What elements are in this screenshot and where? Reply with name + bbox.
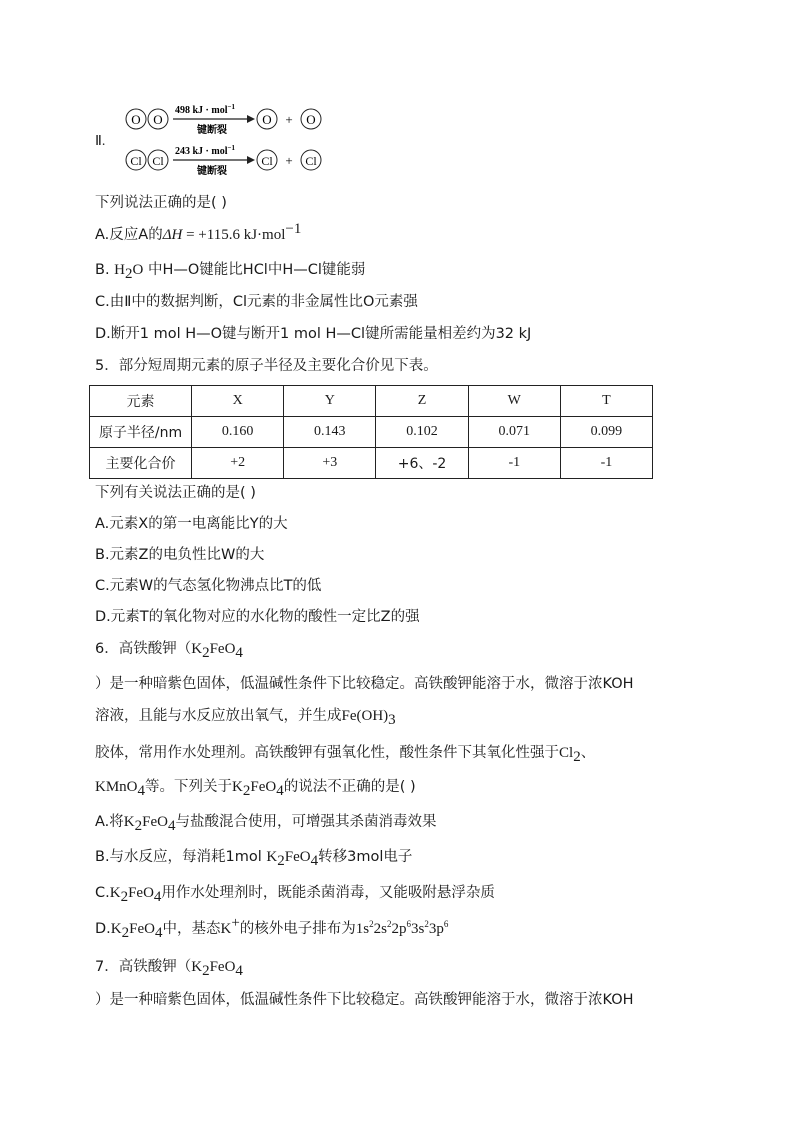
q5-option-b: B.元素Z的电负性比W的大 bbox=[95, 547, 265, 563]
q5-option-a: A.元素X的第一电离能比Y的大 bbox=[95, 516, 288, 532]
table-cell: W bbox=[468, 386, 560, 417]
energy-label: 243 kJ · mol$^{-1}$ bbox=[175, 144, 236, 157]
q6-option-d: $D.K_2FeO_4$中，基态K+的核外电子排布为$1s^22s^22p^63s^23p^6$ bbox=[95, 915, 449, 941]
atom-label: O bbox=[306, 112, 316, 127]
q6-option-a: A.将$K_2FeO_4$与盐酸混合使用，可增强其杀菌消毒效果 bbox=[95, 814, 437, 834]
table-cell: 0.099 bbox=[560, 417, 652, 448]
element-table bbox=[89, 385, 653, 479]
table-cell: +2 bbox=[192, 448, 284, 479]
table-header-row bbox=[90, 386, 653, 417]
roman-two-label: Ⅱ. bbox=[95, 134, 106, 149]
q5-option-d: D.元素T的氧化物对应的水化物的酸性一定比Z的强 bbox=[95, 609, 420, 625]
table-cell: Y bbox=[284, 386, 376, 417]
table-cell: 0.143 bbox=[284, 417, 376, 448]
table-cell: -1 bbox=[560, 448, 652, 479]
table-cell: +6、-2 bbox=[376, 448, 468, 479]
atom-label: O bbox=[131, 112, 141, 127]
q7-line-1: 7．高铁酸钾（$K_2FeO_4$ bbox=[95, 959, 243, 979]
q4-option-b: B. $H_2O$ 中H—O键能比HCl中H—Cl键能弱 bbox=[95, 262, 366, 282]
table-cell: 元素 bbox=[90, 386, 192, 417]
q5-stem: 5．部分短周期元素的原子半径及主要化合价见下表。 bbox=[95, 358, 438, 374]
q7-line-2: ）是一种暗紫色固体，低温碱性条件下比较稳定。高铁酸钾能溶于水，微溶于浓KOH bbox=[95, 992, 634, 1008]
q6-line-2: ）是一种暗紫色固体，低温碱性条件下比较稳定。高铁酸钾能溶于水，微溶于浓KOH bbox=[95, 676, 634, 692]
table-row bbox=[90, 448, 653, 479]
q6-option-c: $C.K_2FeO_4$用作水处理剂时，既能杀菌消毒，又能吸附悬浮杂质 bbox=[95, 885, 495, 905]
table-row bbox=[90, 417, 653, 448]
q6-line-5: KMnO$_4$等。下列关于$K_2FeO_4$的说法不正确的是( ) bbox=[95, 779, 416, 799]
q6-line-1: 6．高铁酸钾（$K_2FeO_4$ bbox=[95, 641, 243, 661]
q6-line-3: 溶液，且能与水反应放出氧气，并生成$Fe(OH)_3$ bbox=[95, 708, 396, 728]
table-cell: 主要化合价 bbox=[90, 448, 192, 479]
table-cell: T bbox=[560, 386, 652, 417]
q4-option-d: D.断开1 mol H—O键与断开1 mol H—Cl键所需能量相差约为32 kJ bbox=[95, 326, 532, 342]
arrow-head bbox=[247, 156, 255, 164]
table-cell: 原子半径/nm bbox=[90, 417, 192, 448]
atom-label: O bbox=[153, 112, 163, 127]
atom-label: Cl bbox=[305, 154, 317, 168]
table-cell: 0.160 bbox=[192, 417, 284, 448]
electron-configuration: $1s^22s^22p^63s^23p^6$ bbox=[355, 919, 449, 937]
table-cell: 0.071 bbox=[468, 417, 560, 448]
atom-label: Cl bbox=[152, 154, 164, 168]
table-cell: -1 bbox=[468, 448, 560, 479]
table-cell: +3 bbox=[284, 448, 376, 479]
atom-label: Cl bbox=[130, 154, 142, 168]
bond-break-label: 键断裂 bbox=[197, 125, 227, 136]
plus-sign: + bbox=[285, 112, 293, 127]
q4-option-c: C.由Ⅱ中的数据判断，Cl元素的非金属性比O元素强 bbox=[95, 294, 418, 310]
q5-ask: 下列有关说法正确的是( ) bbox=[95, 485, 256, 501]
plus-sign: + bbox=[285, 153, 293, 168]
atom-label: Cl bbox=[261, 154, 273, 168]
q5-option-c: C.元素W的气态氢化物沸点比T的低 bbox=[95, 578, 322, 594]
table-cell: Z bbox=[376, 386, 468, 417]
diagram-svg bbox=[95, 103, 335, 179]
bond-break-label: 键断裂 bbox=[197, 166, 227, 177]
q4-option-a: A.反应A的ΔH = +115.6 kJ·mol$^{-1}$ bbox=[95, 221, 302, 243]
q4-stem: 下列说法正确的是( ) bbox=[95, 195, 227, 211]
bond-breaking-diagram bbox=[95, 103, 335, 179]
q6-option-b: B.与水反应，每消耗1mol $K_2FeO_4$转移3mol电子 bbox=[95, 849, 413, 869]
q6-line-4: 胶体，常用作水处理剂。高铁酸钾有强氧化性，酸性条件下其氧化性强于$Cl_2$、 bbox=[95, 745, 596, 765]
table-cell: X bbox=[192, 386, 284, 417]
arrow-head bbox=[247, 115, 255, 123]
energy-label: 498 kJ · mol$^{-1}$ bbox=[175, 103, 236, 116]
atom-label: O bbox=[262, 112, 272, 127]
table-cell: 0.102 bbox=[376, 417, 468, 448]
